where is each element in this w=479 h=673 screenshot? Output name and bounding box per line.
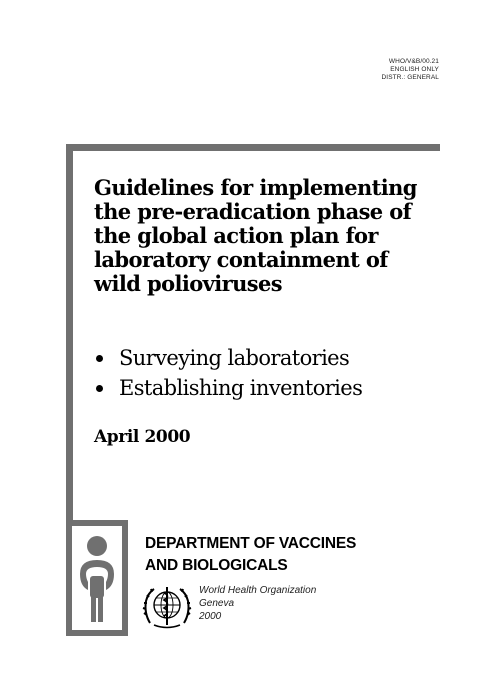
department-line: DEPARTMENT OF VACCINES <box>145 535 357 552</box>
frame-left-bar <box>66 144 73 520</box>
frame-top-bar <box>66 144 440 151</box>
title-line: wild polioviruses <box>94 271 282 296</box>
publication-date: April 2000 <box>94 427 191 447</box>
language-note: ENGLISH ONLY <box>390 66 439 73</box>
topic-label: Surveying laboratories <box>119 346 350 370</box>
bullet-icon <box>96 355 103 362</box>
publication-city: Geneva <box>199 598 235 609</box>
title-line: the global action plan for <box>94 223 378 248</box>
topic-item <box>94 373 362 403</box>
department-line: AND BIOLOGICALS <box>145 557 288 574</box>
organization-name: World Health Organization <box>199 585 317 596</box>
topic-list <box>94 343 362 403</box>
who-emblem-icon <box>142 583 192 631</box>
who-publisher <box>199 584 316 623</box>
department-name <box>145 533 356 577</box>
topic-label: Establishing inventories <box>119 376 363 400</box>
child-figure-logo-icon <box>66 520 128 636</box>
title-line: Guidelines for implementing <box>94 175 417 200</box>
document-title <box>94 176 434 296</box>
bullet-icon <box>96 385 103 392</box>
title-line: laboratory containment of <box>94 247 388 272</box>
document-code <box>382 58 439 82</box>
title-line: the pre-eradication phase of <box>94 199 412 224</box>
distribution-note: DISTR.: GENERAL <box>381 74 439 81</box>
publication-year: 2000 <box>199 611 222 622</box>
document-number: WHO/V&B/00.21 <box>388 58 439 65</box>
topic-item <box>94 343 362 373</box>
